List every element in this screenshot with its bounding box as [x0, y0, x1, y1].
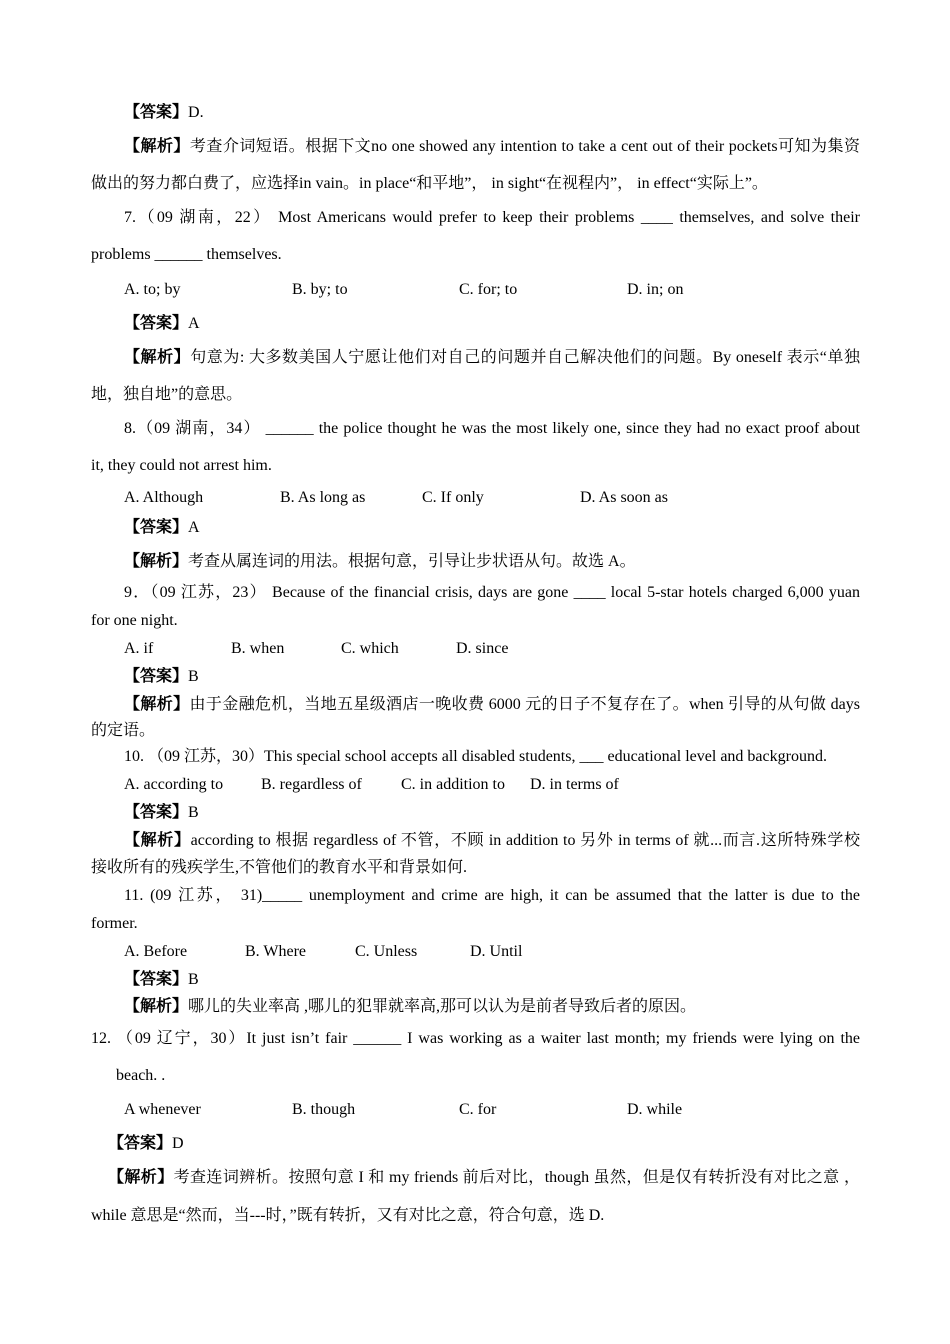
- option-d: D. while: [627, 1101, 683, 1118]
- question-stem: former.: [91, 915, 138, 932]
- option-b: B. when: [231, 640, 285, 657]
- option-a: A. if: [124, 640, 154, 657]
- option-d: D. Until: [470, 943, 523, 960]
- question-stem: 8.（09 湖南，34） ______ the police thought he was the most likely one, since they had no exact proof about: [124, 420, 860, 437]
- option-c: C. in addition to: [401, 776, 505, 793]
- answer-tag: 【答案】: [124, 519, 189, 536]
- answer-line: [124, 970, 199, 990]
- question-stem: 12. （09 辽宁，30）It just isn’t fair ______ I was working as a waiter last month; my friends were lying on the: [91, 1030, 860, 1047]
- answer-tag: 【答案】: [124, 104, 189, 121]
- question-stem: 9．（09 江苏，23） Because of the financial crisis, days are gone ____ local 5-star hotels charged 6,000 yuan: [124, 584, 860, 601]
- analysis-tag: 【解析】: [124, 696, 190, 713]
- answer-tag: 【答案】: [124, 315, 189, 332]
- answer-tag: 【答案】: [124, 804, 189, 821]
- option-d: D. As soon as: [580, 489, 669, 506]
- option-d: D. since: [456, 640, 509, 657]
- option-c: C. for: [459, 1101, 497, 1118]
- option-a: A. to; by: [124, 281, 181, 298]
- option-c: C. Unless: [355, 943, 418, 960]
- question-stem: for one night.: [91, 612, 178, 629]
- answer-value: B: [188, 668, 199, 685]
- answer-line: [124, 103, 204, 123]
- analysis-tag: 【解析】: [124, 138, 190, 155]
- answer-value: A: [188, 315, 200, 332]
- question-stem: problems ______ themselves.: [91, 246, 282, 263]
- analysis-tag: 【解析】: [124, 832, 191, 849]
- analysis-tag: 【解析】: [124, 998, 189, 1015]
- option-b: B. though: [292, 1101, 356, 1118]
- option-b: B. regardless of: [261, 776, 362, 793]
- answer-value: D: [172, 1135, 184, 1152]
- analysis-line: [124, 552, 636, 572]
- analysis-text: according to 根据 regardless of 不管，不顾 in addition to 另外 in terms of 就...而言.这所特殊学校: [190, 832, 860, 849]
- analysis-line: while 意思是“然而，当---时，”既有转折，又有对比之意，符合句意，选 D.: [91, 1207, 605, 1224]
- answer-tag: 【答案】: [124, 668, 189, 685]
- option-a: A. Although: [124, 489, 204, 506]
- answer-value: A: [188, 519, 200, 536]
- option-c: C. If only: [422, 489, 484, 506]
- option-b: B. by; to: [292, 281, 348, 298]
- answer-tag: 【答案】: [108, 1135, 173, 1152]
- analysis-text: 哪儿的失业率高 ,哪儿的犯罪就率高,那可以认为是前者导致后者的原因。: [188, 998, 697, 1015]
- analysis-line: [124, 137, 860, 157]
- analysis-text: 考查从属连词的用法。根据句意，引导让步状语从句。故选 A。: [188, 553, 636, 570]
- analysis-line: 接收所有的残疾学生,不管他们的教育水平和背景如何.: [91, 859, 468, 876]
- analysis-line: [108, 1168, 860, 1188]
- answer-line: [124, 667, 199, 687]
- analysis-line: [124, 695, 860, 715]
- answer-tag: 【答案】: [124, 971, 189, 988]
- option-d: D. in terms of: [530, 776, 619, 793]
- option-c: C. which: [341, 640, 399, 657]
- answer-line: [124, 518, 200, 538]
- analysis-line: [124, 997, 696, 1017]
- analysis-text: 句意为: 大多数美国人宁愿让他们对自己的问题并自己解决他们的问题。By oneself 表示“单独: [190, 349, 860, 366]
- question-stem: it, they could not arrest him.: [91, 457, 272, 474]
- analysis-tag: 【解析】: [124, 349, 191, 366]
- analysis-line: 的定语。: [91, 722, 156, 739]
- answer-line: [124, 314, 200, 334]
- option-c: C. for; to: [459, 281, 518, 298]
- option-a: A whenever: [124, 1101, 201, 1118]
- question-stem: 11. (09 江苏， 31)_____ unemployment and crime are high, it can be assumed that the latter is due to the: [124, 887, 860, 904]
- analysis-tag: 【解析】: [124, 553, 189, 570]
- question-stem: beach. .: [116, 1067, 166, 1084]
- option-b: B. As long as: [280, 489, 366, 506]
- question-stem: 10. （09 江苏，30）This special school accepts all disabled students, ___ educational level and background.: [124, 748, 827, 765]
- answer-line: [124, 803, 199, 823]
- analysis-tag: 【解析】: [108, 1169, 174, 1186]
- analysis-text: 考查介词短语。根据下文no one showed any intention to take a cent out of their pockets可知为集资: [189, 138, 860, 155]
- analysis-line: 做出的努力都白费了，应选择in vain。in place“和平地”， in sight“在视程内”， in effect“实际上”。: [91, 175, 768, 192]
- answer-value: B: [188, 804, 199, 821]
- question-stem: 7.（09 湖南，22） Most Americans would prefer to keep their problems ____ themselves, and solve their: [124, 209, 860, 226]
- analysis-line: [124, 348, 860, 368]
- option-b: B. Where: [245, 943, 307, 960]
- answer-line: [108, 1134, 184, 1154]
- answer-value: D.: [188, 104, 204, 121]
- analysis-text: 考查连词辨析。按照句意 I 和 my friends 前后对比，though 虽然，但是仅有转折没有对比之意 ，: [173, 1169, 860, 1186]
- option-a: A. Before: [124, 943, 188, 960]
- analysis-line: 地，独自地”的意思。: [91, 386, 243, 403]
- option-d: D. in; on: [627, 281, 684, 298]
- analysis-line: [124, 831, 860, 851]
- analysis-text: 由于金融危机，当地五星级酒店一晚收费 6000 元的日子不复存在了。when 引导的从句做 days: [189, 696, 860, 713]
- option-a: A. according to: [124, 776, 224, 793]
- answer-value: B: [188, 971, 199, 988]
